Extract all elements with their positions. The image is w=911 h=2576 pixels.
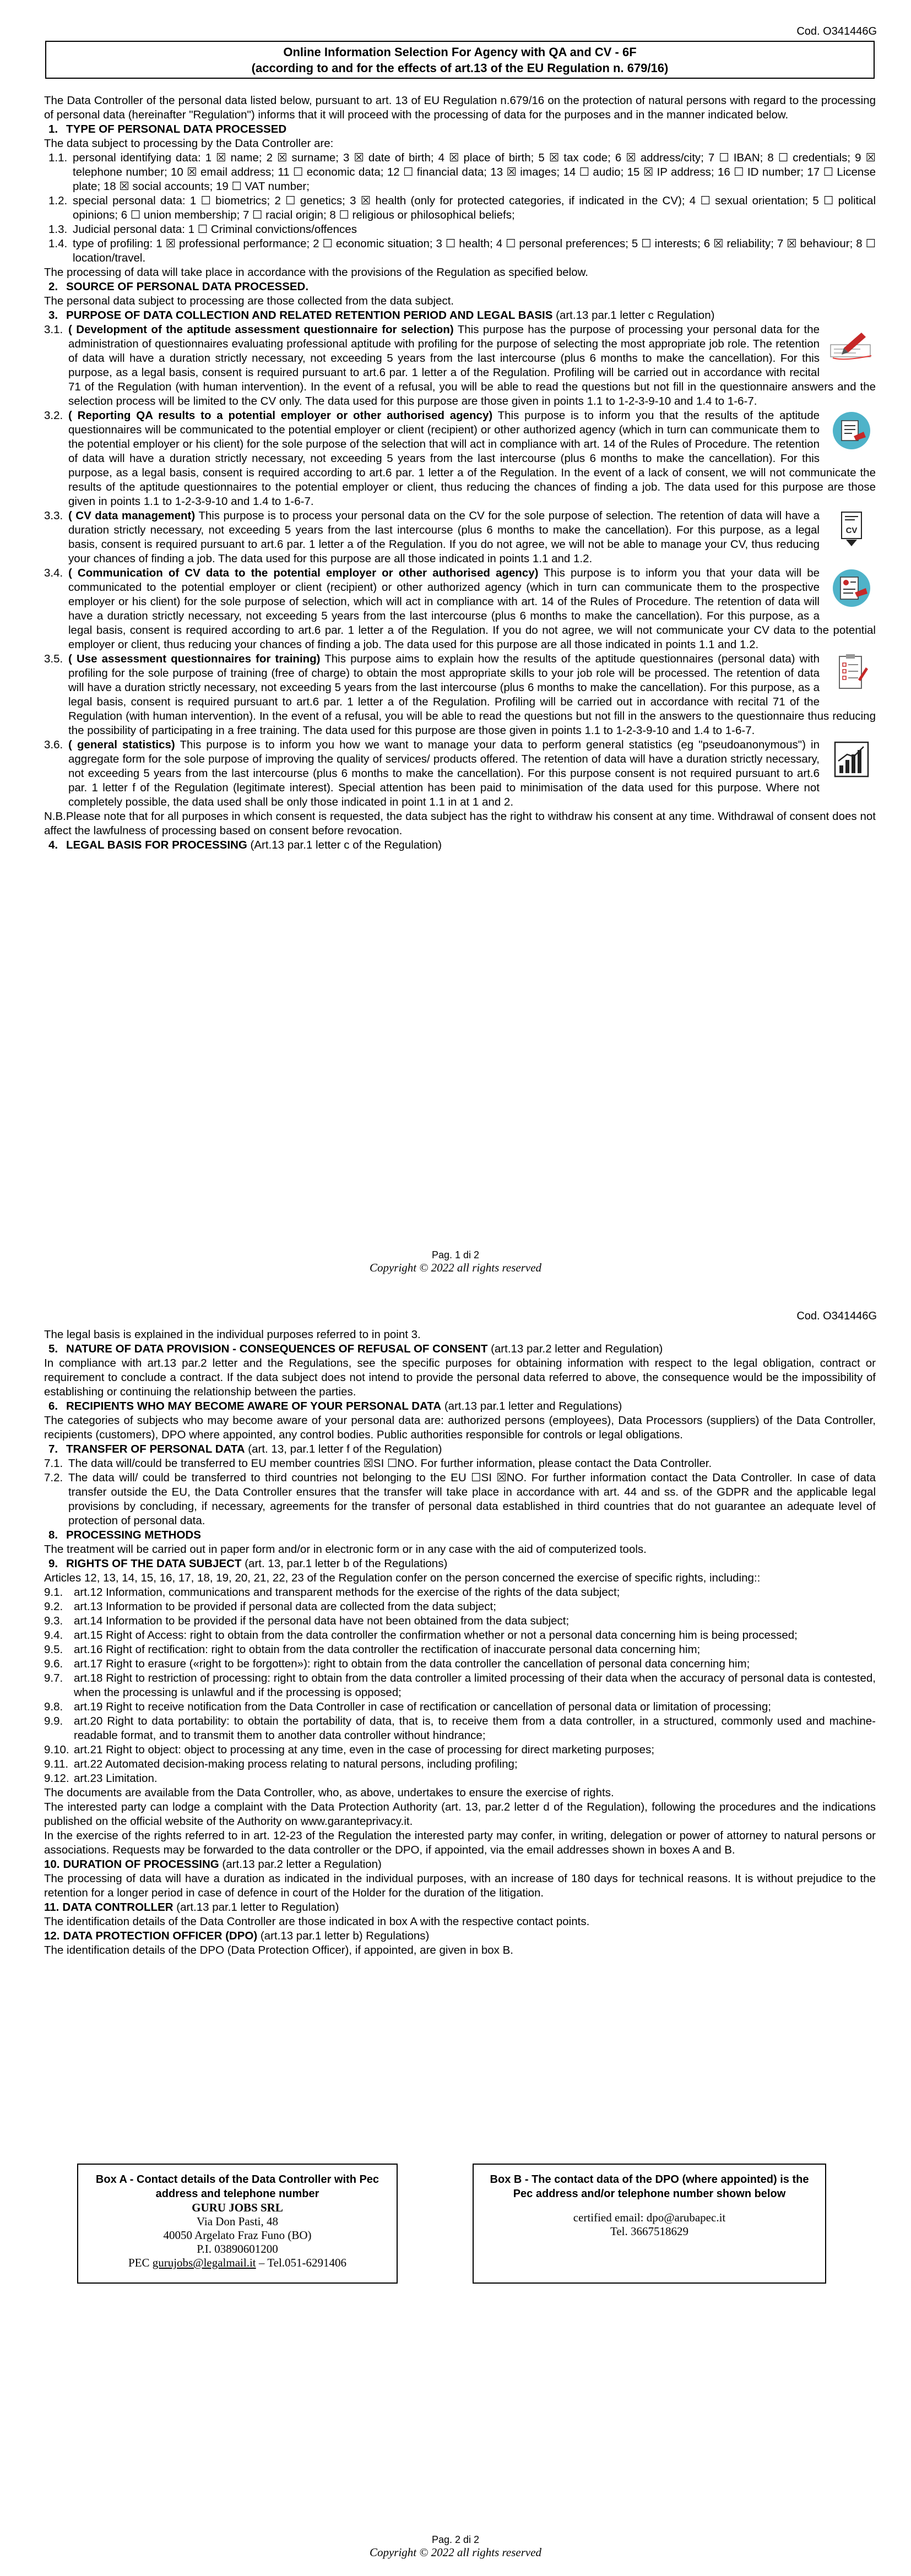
purpose-item [44,323,876,409]
list-item-number: 9.11. [44,1758,69,1770]
purpose-item [44,566,876,652]
item-text: art.19 Right to receive notification from the Data Controller in case of rectification or cancellation of personal data or limitation of processing; [74,1700,771,1713]
right-item [44,1600,876,1614]
list-item-text [74,1585,876,1600]
section-1-closing: The processing of data will take place in accordance with the provisions of the Regulation as specified below. [44,266,588,279]
list-item-text [73,151,876,194]
list-item-text [68,566,876,652]
company-address: Via Don Pasti, 48 [196,2215,279,2228]
copyright: Copyright © 2022 all rights reserved [369,2546,542,2559]
right-item [44,1657,876,1671]
document-code: Cod. O341446G [796,1310,877,1322]
purpose-item [44,738,876,809]
section-10-heading: 10. DURATION OF PROCESSING (art.13 par.2 letter a Regulation) [44,1858,382,1871]
list-item-text [74,1771,876,1786]
purpose-title: ( Reporting QA results to a potential employer or other authorised agency) [68,409,493,422]
list-item-number: 9.3. [44,1615,63,1627]
section-9-lead: Articles 12, 13, 14, 15, 16, 17, 18, 19, 20, 21, 22, 23 of the Regulation confer on the person concerned the exercise of specific rights, including:: [44,1572,761,1584]
copyright: Copyright © 2022 all rights reserved [369,1261,542,1274]
page-2-footer [0,2534,911,2559]
section-10-text: The processing of data will have a duration as indicated in the individual purposes, with an increase of 180 days for technical reasons. It is without prejudice to the retention for a longer period in case of defence in court of the Holder for the duration of the litigation. [44,1872,876,1899]
transfer-item [44,1457,876,1471]
dpo-telephone: Tel. 3667518629 [610,2225,689,2238]
purpose-title: ( Communication of CV data to the potential employer or other authorised agency) [68,567,539,579]
section-2-heading: 2. SOURCE OF PERSONAL DATA PROCESSED. [48,280,309,293]
list-item-number: 3.6. [44,738,63,751]
box-b-dpo [473,2164,826,2284]
questionnaire-pen-icon [827,323,876,366]
item-text: art.15 Right of Access: right to obtain from the data controller the confirmation whether or not a personal data concerning him is being processed; [74,1629,798,1642]
list-item-number: 9.2. [44,1600,63,1613]
report-recipient-icon [827,409,876,452]
purpose-item [44,509,876,566]
section-5-heading: 5. NATURE OF DATA PROVISION - CONSEQUENCES OF REFUSAL OF CONSENT (art.13 par.2 letter and Regulation) [48,1343,663,1355]
section-6-text: The categories of subjects who may become aware of your personal data are: authorized persons (employees), Data Processors (suppliers) of the Data Controller, recipients (customers), DPO where appointed, any control bodies. Public authorities responsible for controls or legal obligations. [44,1414,876,1441]
company-vat: P.I. 03890601200 [197,2242,278,2256]
dpo-email: certified email: dpo@arubapec.it [573,2211,726,2224]
cv-recipient-icon [827,566,876,609]
data-type-item [44,237,876,265]
list-item-number: 9.6. [44,1657,63,1670]
intro-paragraph: The Data Controller of the personal data listed below, pursuant to art. 13 of EU Regulation n.679/16 on the protection of natural persons with regard to the processing of personal data (hereinafter "Regulation") informs that it will proceed with the processing of data for the purposes and in the manner indicated below. [44,94,876,121]
list-item-text [73,194,876,222]
item-text: This purpose aims to explain how the results of the aptitude questionnaires (personal data) with profiling for the sole purpose of training (free of charge) to obtain the most appropriate skills to your job role will be processed. The retention of data will have a duration strictly necessary, not exceeding 5 years from the last intercourse (plus 6 months to make the cancellation). For this purpose, as a legal basis, consent is required pursuant to art.6 par. 1 letter a of the Regulation. Profiling will be carried out in accordance with recital 71 of the Regulation (with human intervention). In the event of a refusal, you will be able to read the questions but not fill in the answers to the questionnaire thus reducing the possibility of participating in a free training. The data used for this purpose are those given in points 1.1 to 1-2-3-9-10 and 1.4 to 1-6-7. [68,653,876,737]
right-item [44,1700,876,1714]
box-b-title: Box B - The contact data of the DPO (where appointed) is the Pec address and/or telephone number shown below [490,2173,809,2200]
data-type-item [44,194,876,222]
page-1-footer [0,1249,911,1275]
right-item [44,1643,876,1657]
item-text: art.23 Limitation. [74,1772,158,1785]
section-12-text: The identification details of the DPO (Data Protection Officer), if appointed, are given in box B. [44,1944,513,1957]
list-item-number: 9.5. [44,1643,63,1656]
right-item [44,1771,876,1786]
document-title-box [45,41,875,79]
list-item-number: 1.3. [48,223,68,236]
section-7-heading: 7. TRANSFER OF PERSONAL DATA (art. 13, par.1 letter f of the Regulation) [48,1443,442,1455]
list-item-text [73,222,876,237]
list-item-number: 1.4. [48,237,68,250]
list-item-number: 3.3. [44,509,63,522]
section-4-heading: 4. LEGAL BASIS FOR PROCESSING (Art.13 par.1 letter c of the Regulation) [48,839,442,851]
page-2 [0,1288,911,2576]
list-item-text [68,409,876,509]
list-item-text [74,1657,876,1671]
list-item-number: 9.1. [44,1586,63,1599]
document-code: Cod. O341446G [796,25,877,37]
list-item-number: 9.9. [44,1715,63,1727]
company-contacts: PEC gurujobs@legalmail.it – Tel.051-6291406 [128,2256,347,2269]
cv-document-icon [827,509,876,552]
page-number: Pag. 1 di 2 [431,1249,480,1260]
list-item-number: 7.1. [44,1457,63,1470]
document-title: Online Information Selection For Agency with QA and CV - 6F [283,45,637,59]
item-text: special personal data: 1 ☐ biometrics; 2 ☐ genetics; 3 ☒ health (only for protected categories, if indicated in the CV); 4 ☐ sexual orientation; 5 ☐ political opinions; 6 ☐ union membership; 7 ☐ racial origin; 8 ☐ religious or philosophical beliefs; [73,194,876,221]
list-item-text [73,237,876,265]
list-item-text [68,652,876,738]
right-item [44,1671,876,1700]
item-text: This purpose is to inform you how we want to manage your data to perform general statistics (eg "pseudoanonymous") in aggregate form for the sole purpose of improving the quality of services/ products offered. The retention of data will have a duration strictly necessary, not exceeding 5 years from the last intercourse (plus 6 months to make the cancellation). For this purpose consent is not required pursuant to art.6 par. 1 letter f of the Regulation (legitimate interest). Special attention has been paid to minimisation of the data used for this purpose. Where not completely possible, the data used shall be only those indicated in point 1.1 in at 1 and 2. [68,738,820,808]
section-9-list [44,1585,876,1786]
item-text: The data will/ could be transferred to third countries not belonging to the EU ☐SI ☒NO. For further information contact the Data Controller. In case of data transfer outside the EU, the Data Controller ensures that the transfer will take place in accordance with art. 44 and ss. of the GDPR and the applicable legal provisions by concluding, if necessary, agreements for the transfer of personal data established in third countries that do not guarantee an adequate level of protection of personal data. [68,1471,876,1527]
list-item-text [68,509,876,566]
section-3-list [44,323,876,809]
list-item-number: 9.7. [44,1672,63,1684]
item-text: art.16 Right of rectification: right to obtain from the data controller the rectification of inaccurate personal data concerning him; [74,1643,701,1656]
section-8-text: The treatment will be carried out in paper form and/or in electronic form or in any case with the aid of computerized tools. [44,1543,647,1556]
list-item-text [74,1614,876,1628]
consent-note: N.B.Please note that for all purposes in which consent is requested, the data subject has the right to withdraw his consent at any time. Withdrawal of consent does not affect the lawfulness of processing based on consent before revocation. [44,810,876,837]
pec-email-link[interactable]: gurujobs@legalmail.it [152,2256,256,2269]
item-text: This purpose is to process your personal data on the CV for the sole purpose of selection. The retention of data will have a duration strictly necessary, not exceeding 5 years from the last intercourse (plus 6 months to make the cancellation). For this purpose, as a legal basis, consent is required pursuant to art.6 par. 1 letter a of the Regulation. If you do not agree, we will not be able to manage your CV, thus reducing your chances of finding a job. The data used for this purpose are all those indicated in points 1.1 and 1.2. [68,509,820,565]
list-item-number: 3.2. [44,409,63,422]
rights-note-3: In the exercise of the rights referred to in art. 12-23 of the Regulation the interested party may confer, in writing, delegation or power of attorney to natural persons or associations. Requests may be forwarded to the data controller or the DPO, if appointed, via the email addresses shown in boxes A and B. [44,1829,876,1856]
data-type-item [44,222,876,237]
list-item-text [74,1600,876,1614]
checklist-icon [827,652,876,695]
list-item-text [68,738,876,809]
list-item-text [74,1714,876,1743]
rights-note-2: The interested party can lodge a complaint with the Data Protection Authority (art. 13, par.2 letter d of the Regulation), following the procedures and the indications published on the official website of the Authority on www.garanteprivacy.it. [44,1801,876,1828]
section-5-text: In compliance with art.13 par.2 letter and the Regulations, see the specific purposes for obtaining information with respect to the legal obligation, contract or requirement to conclude a contract. If the data subject does not intend to provide the personal data referred to above, the consequence would be the impossibility of establishing or continuing the relationship between the parties. [44,1357,876,1398]
page-1-content [44,94,876,852]
section-7-list [44,1457,876,1528]
list-item-text [68,1457,876,1471]
list-item-number: 9.12. [44,1772,69,1785]
list-item-text [68,323,876,409]
list-item-text [74,1757,876,1771]
list-item-text [74,1643,876,1657]
right-item [44,1757,876,1771]
list-item-number: 1.2. [48,194,68,207]
item-text: type of profiling: 1 ☒ professional performance; 2 ☐ economic situation; 3 ☐ health; 4 ☐ personal preferences; 5 ☐ interests; 6 ☒ reliability; 7 ☒ behaviour; 8 ☐ location/travel. [73,237,876,264]
item-text: art.18 Right to restriction of processing: right to obtain from the data controller a limited processing of their data when the accuracy of personal data is contested, when the processing is unlawful and if the processing is opposed; [74,1672,876,1699]
section-11-text: The identification details of the Data Controller are those indicated in box A with the respective contact points. [44,1915,590,1928]
section-3-heading: 3. PURPOSE OF DATA COLLECTION AND RELATED RETENTION PERIOD AND LEGAL BASIS (art.13 par.1 letter c Regulation) [48,309,715,322]
transfer-item [44,1471,876,1528]
list-item-text [74,1700,876,1714]
list-item-text [74,1628,876,1643]
list-item-text [68,1471,876,1528]
purpose-item [44,409,876,509]
section-2-text: The personal data subject to processing are those collected from the data subject. [44,295,454,307]
section-11-heading: 11. DATA CONTROLLER (art.13 par.1 letter to Regulation) [44,1901,339,1914]
section-8-heading: 8. PROCESSING METHODS [48,1529,201,1541]
item-text: This purpose is to inform you that your data will be communicated to the potential employer or client (recipient) or other authorized agency (which in turn can communicate them to the prospective employer or his client) for the sole purpose of selection, which will act in compliance with art. 14 of the Rules of Procedure. The retention of data will have a duration strictly necessary, not exceeding 5 years from the last intercourse (plus 6 months to make the cancellation). For this purpose, as a legal basis, consent is required according to art.6 par. 1 letter a of the Regulation. If you do not agree, we will not communicate your CV data to the potential employer or client, thus reducing your chances of finding a job. The data used for this purpose are all those indicated in points 1.1 and 1.2. [68,567,876,651]
section-1-list [44,151,876,265]
list-item-number: 3.5. [44,653,63,665]
document-subtitle: (according to and for the effects of art.13 of the EU Regulation n. 679/16) [251,61,669,75]
purpose-title: ( CV data management) [68,509,196,522]
svg-text:CV: CV [845,526,858,535]
purpose-title: ( Development of the aptitude assessment questionnaire for selection) [68,323,454,336]
section-12-heading: 12. DATA PROTECTION OFFICER (DPO) (art.13 par.1 letter b) Regulations) [44,1930,430,1942]
item-text: art.13 Information to be provided if personal data are collected from the data subject; [74,1600,496,1613]
bar-chart-icon [827,738,876,781]
item-text: art.22 Automated decision-making process relating to natural persons, including profiling; [74,1758,518,1770]
item-text: art.12 Information, communications and transparent methods for the exercise of the rights of the data subject; [74,1586,620,1599]
right-item [44,1743,876,1757]
data-type-item [44,151,876,194]
item-text: art.20 Right to data portability: to obtain the portability of data, that is, to receive them from a data controller, in a structured, commonly used and machine-readable format, and to transmit them to another data controller without hindrance; [74,1715,876,1742]
item-text: art.17 Right to erasure («right to be forgotten»): right to obtain from the data controller the cancellation of personal data concerning him; [74,1657,750,1670]
right-item [44,1628,876,1643]
list-item-number: 7.2. [44,1471,63,1484]
right-item [44,1585,876,1600]
section-1-heading: 1. TYPE OF PERSONAL DATA PROCESSED [48,123,287,135]
item-text: art.14 Information to be provided if the personal data have not been obtained from the data subject; [74,1615,570,1627]
box-a-data-controller [77,2164,398,2284]
item-text: This purpose is to inform you that the results of the aptitude questionnaires will be communicated to the potential employer or client (recipient) or other authorized agency (which in turn can communicate them to the potential employer or his client) for the sole purpose of the selection that will act in compliance with art. 14 of the Rules of Procedure. The retention of data will have a duration strictly necessary, not exceeding 5 years from the last intercourse (plus 6 months to make the cancellation). For this purpose, as a legal basis, consent is required according to art.6 par. 1 letter a of the Regulation. In the event of a lack of consent, we will not communicate the results of the aptitude questionnaires to the potential employer or client, thus reducing the chances of finding a job. The data used for this purpose are those given in points 1.1 to 1-2-3-9-10 and 1.4 to 1-6-7. [68,409,876,508]
item-text: personal identifying data: 1 ☒ name; 2 ☒ surname; 3 ☒ date of birth; 4 ☒ place of birth; 5 ☒ tax code; 6 ☒ address/city; 7 ☐ IBAN; 8 ☐ credentials; 9 ☒ telephone number; 10 ☒ email address; 11 ☐ economic data; 12 ☐ financial data; 13 ☒ images; 14 ☐ audio; 15 ☒ IP address; 16 ☐ ID number; 17 ☐ License plate; 18 ☒ social accounts; 19 ☐ VAT number; [73,151,876,193]
section-1-lead: The data subject to processing by the Data Controller are: [44,137,334,150]
page-2-content [44,1328,876,1958]
section-6-heading: 6. RECIPIENTS WHO MAY BECOME AWARE OF YOUR PERSONAL DATA (art.13 par.1 letter and Regulations) [48,1400,622,1412]
list-item-number: 9.8. [44,1700,63,1713]
item-text: This purpose has the purpose of processing your personal data for the administration of questionnaires evaluating professional aptitude with profiling for the purpose of selecting the most appropriate job role. The retention of data will have a duration strictly necessary, not exceeding 5 years from the last intercourse (plus 6 months to make the cancellation). For this purpose, as a legal basis, consent is required pursuant to art.6 par. 1 letter a of the Regulation. Profiling will be carried out in accordance with recital 71 of the Regulation (with human intervention). In the event of a refusal, you will be able to read the questions but not fill in the questionnaire answers and the selection process will be limited to the CV only. The data used for this purpose are those given in points 1.1 to 1-2-3-9-10 and 1.4 to 1-6-7. [68,323,876,407]
purpose-title: ( general statistics) [68,738,175,751]
list-item-number: 3.1. [44,323,63,336]
right-item [44,1714,876,1743]
item-text: The data will/could be transferred to EU member countries ☒SI ☐NO. For further information, please contact the Data Controller. [68,1457,712,1470]
legal-basis-text: The legal basis is explained in the individual purposes referred to in point 3. [44,1328,421,1341]
rights-note-1: The documents are available from the Data Controller, who, as above, undertakes to ensure the exercise of rights. [44,1786,614,1799]
right-item [44,1614,876,1628]
company-city: 40050 Argelato Fraz Funo (BO) [163,2229,312,2242]
purpose-title: ( Use assessment questionnaires for training) [68,653,321,665]
list-item-text [74,1671,876,1700]
item-text: Judicial personal data: 1 ☐ Criminal convictions/offences [73,223,357,236]
list-item-number: 3.4. [44,567,63,579]
page-number: Pag. 2 di 2 [431,2534,480,2545]
section-9-heading: 9. RIGHTS OF THE DATA SUBJECT (art. 13, par.1 letter b of the Regulations) [48,1557,448,1570]
purpose-item [44,652,876,738]
list-item-number: 1.1. [48,151,68,164]
item-text: art.21 Right to object: object to processing at any time, even in the case of processing for direct marketing purposes; [74,1743,655,1756]
list-item-number: 9.10. [44,1743,69,1756]
company-name: GURU JOBS SRL [192,2201,283,2214]
list-item-number: 9.4. [44,1629,63,1642]
list-item-text [74,1743,876,1757]
box-a-title: Box A - Contact details of the Data Controller with Pec address and telephone number [95,2173,379,2200]
